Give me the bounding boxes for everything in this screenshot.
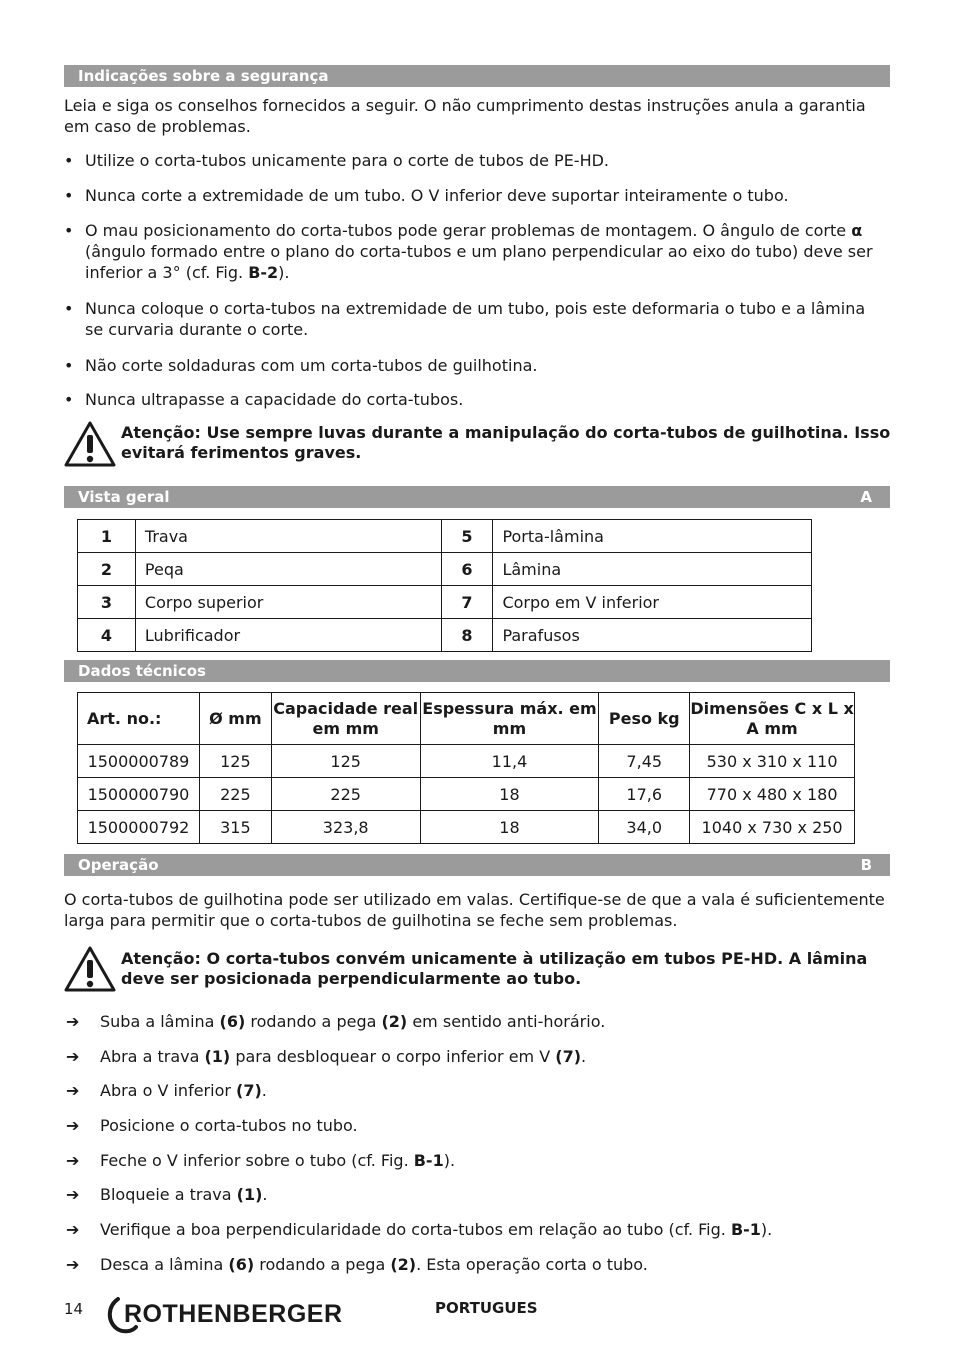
part-number: 1 bbox=[78, 520, 136, 553]
section-title: Indicações sobre a segurança bbox=[78, 67, 329, 85]
overview-table bbox=[77, 519, 812, 652]
table-cell: 225 bbox=[271, 778, 420, 811]
bullet-icon: • bbox=[64, 390, 74, 409]
column-header: Dimensões C x L x A mm bbox=[690, 693, 855, 745]
table-cell: 18 bbox=[420, 811, 599, 844]
part-number: 5 bbox=[441, 520, 493, 553]
bullet-icon: • bbox=[64, 356, 74, 375]
section-title: Operação bbox=[78, 856, 159, 874]
part-name: Porta-lâmina bbox=[493, 520, 812, 553]
part-name: Peqa bbox=[135, 553, 441, 586]
bullet-icon: • bbox=[64, 221, 74, 240]
part-name: Parafusos bbox=[493, 619, 812, 652]
figure-letter: B bbox=[860, 856, 872, 874]
table-cell: 18 bbox=[420, 778, 599, 811]
part-name: Trava bbox=[135, 520, 441, 553]
table-row bbox=[78, 745, 855, 778]
part-number: 3 bbox=[78, 586, 136, 619]
table-row bbox=[78, 586, 812, 619]
section-header-overview bbox=[64, 486, 890, 508]
warning-box: Atenção: O corta-tubos convém unicamente à utilização em tubos PE-HD. A lâmina deve ser posicionada perpendicularmente ao tubo. bbox=[64, 945, 890, 995]
table-cell: 1500000789 bbox=[78, 745, 200, 778]
table-cell: 1500000790 bbox=[78, 778, 200, 811]
step-text: Feche o V inferior sobre o tubo (cf. Fig. B-1). bbox=[100, 1151, 456, 1170]
column-header: Peso kg bbox=[599, 693, 690, 745]
part-number: 4 bbox=[78, 619, 136, 652]
figure-letter: A bbox=[860, 488, 872, 506]
brand-logo bbox=[102, 1294, 352, 1334]
warning-box: Atenção: Use sempre luvas durante a manipulação do corta-tubos de guilhotina. Isso evitará ferimentos graves. bbox=[64, 420, 890, 470]
arrow-right-icon: ➔ bbox=[66, 1081, 80, 1100]
table-cell: 34,0 bbox=[599, 811, 690, 844]
warning-icon bbox=[64, 945, 116, 993]
table-cell: 7,45 bbox=[599, 745, 690, 778]
part-name: Corpo superior bbox=[135, 586, 441, 619]
operation-intro: O corta-tubos de guilhotina pode ser utilizado em valas. Certifique-se de que a vala é suficientemente larga para permitir que o corta-tubos de guilhotina se feche sem problemas. bbox=[64, 890, 885, 930]
table-cell: 315 bbox=[199, 811, 271, 844]
table-row bbox=[78, 520, 812, 553]
part-number: 7 bbox=[441, 586, 493, 619]
tech-table bbox=[77, 692, 855, 844]
section-header-tech bbox=[64, 660, 890, 682]
table-row bbox=[78, 553, 812, 586]
language-label: PORTUGUES bbox=[435, 1299, 538, 1317]
bullet-icon: • bbox=[64, 186, 74, 205]
step-text: Desca a lâmina (6) rodando a pega (2). Esta operação corta o tubo. bbox=[100, 1255, 648, 1274]
part-name: Lubrificador bbox=[135, 619, 441, 652]
section-header-operation bbox=[64, 854, 890, 876]
bullet-icon: • bbox=[64, 299, 74, 318]
step-text: Verifique a boa perpendicularidade do corta-tubos em relação ao tubo (cf. Fig. B-1). bbox=[100, 1220, 773, 1239]
table-row bbox=[78, 811, 855, 844]
table-cell: 323,8 bbox=[271, 811, 420, 844]
table-cell: 125 bbox=[199, 745, 271, 778]
step-text: Suba a lâmina (6) rodando a pega (2) em sentido anti-horário. bbox=[100, 1012, 606, 1031]
bullet-icon: • bbox=[64, 151, 74, 170]
part-number: 6 bbox=[441, 553, 493, 586]
table-cell: 530 x 310 x 110 bbox=[690, 745, 855, 778]
column-header: Espessura máx. em mm bbox=[420, 693, 599, 745]
table-cell: 1040 x 730 x 250 bbox=[690, 811, 855, 844]
step-text: Abra a trava (1) para desbloquear o corpo inferior em V (7). bbox=[100, 1047, 587, 1066]
column-header: Art. no.: bbox=[78, 693, 200, 745]
section-title: Dados técnicos bbox=[78, 662, 206, 680]
step-text: Posicione o corta-tubos no tubo. bbox=[100, 1116, 358, 1135]
safety-intro: Leia e siga os conselhos fornecidos a seguir. O não cumprimento destas instruções anula a garantia em caso de problemas. bbox=[64, 96, 866, 136]
table-cell: 125 bbox=[271, 745, 420, 778]
page-number: 14 bbox=[64, 1300, 84, 1318]
table-row bbox=[78, 619, 812, 652]
arrow-right-icon: ➔ bbox=[66, 1012, 80, 1031]
section-header-safety bbox=[64, 65, 890, 87]
arrow-right-icon: ➔ bbox=[66, 1116, 80, 1135]
part-number: 2 bbox=[78, 553, 136, 586]
section-title: Vista geral bbox=[78, 488, 170, 506]
table-cell: 17,6 bbox=[599, 778, 690, 811]
table-cell: 225 bbox=[199, 778, 271, 811]
arrow-right-icon: ➔ bbox=[66, 1185, 80, 1204]
part-number: 8 bbox=[441, 619, 493, 652]
warning-icon bbox=[64, 420, 116, 468]
part-name: Lâmina bbox=[493, 553, 812, 586]
column-header: Capacidade real em mm bbox=[271, 693, 420, 745]
arrow-right-icon: ➔ bbox=[66, 1255, 80, 1274]
table-row bbox=[78, 778, 855, 811]
arrow-right-icon: ➔ bbox=[66, 1220, 80, 1239]
table-cell: 11,4 bbox=[420, 745, 599, 778]
table-cell: 1500000792 bbox=[78, 811, 200, 844]
brand-name: ROTHENBERGER bbox=[124, 1300, 343, 1328]
arrow-right-icon: ➔ bbox=[66, 1151, 80, 1170]
step-text: Abra o V inferior (7). bbox=[100, 1081, 267, 1100]
part-name: Corpo em V inferior bbox=[493, 586, 812, 619]
arrow-right-icon: ➔ bbox=[66, 1047, 80, 1066]
table-cell: 770 x 480 x 180 bbox=[690, 778, 855, 811]
rothenberger-logo-icon bbox=[102, 1294, 352, 1334]
step-text: Bloqueie a trava (1). bbox=[100, 1185, 268, 1204]
column-header: Ø mm bbox=[199, 693, 271, 745]
